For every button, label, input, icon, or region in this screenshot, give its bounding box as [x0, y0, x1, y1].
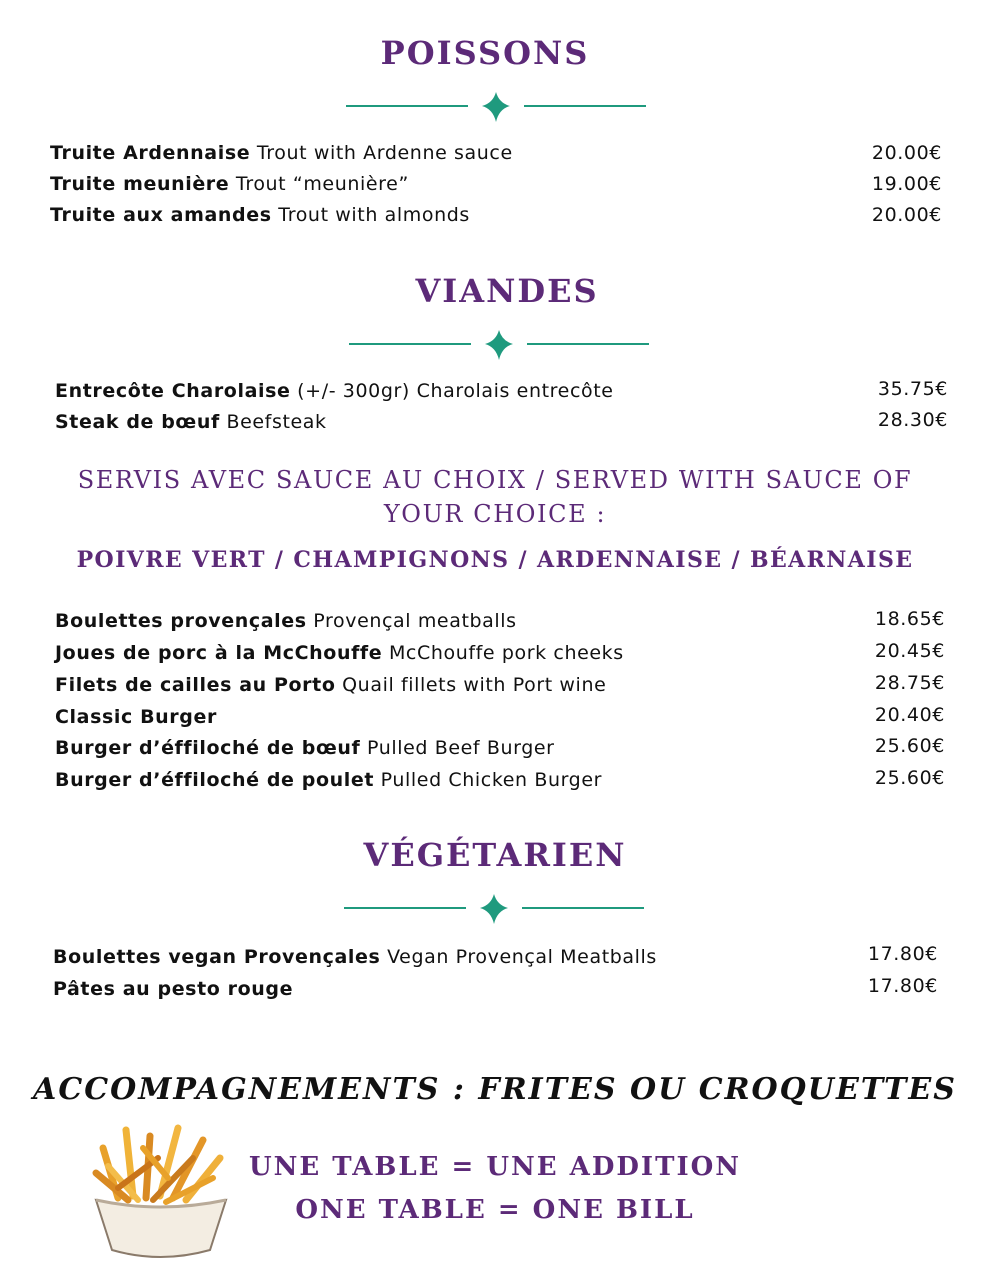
fries-bowl-icon — [88, 1118, 233, 1263]
menu-price: 19.00€ — [871, 173, 942, 195]
section-title-viandes: VIANDES — [415, 272, 599, 310]
sauce-note: SERVIS AVEC SAUCE AU CHOIX / SERVED WITH SAUCE OF YOUR CHOICE : — [77, 466, 913, 528]
menu-price: 28.30€ — [877, 409, 948, 431]
divider-star-icon — [349, 330, 649, 360]
menu-item: Boulettes provençales Provençal meatballs — [55, 610, 517, 632]
menu-item: Filets de cailles au Porto Quail fillets with Port wine — [55, 674, 607, 696]
menu-price: 28.75€ — [874, 672, 945, 694]
menu-price: 35.75€ — [877, 378, 948, 400]
menu-price: 20.45€ — [874, 640, 945, 662]
menu-price: 25.60€ — [874, 735, 945, 757]
menu-item: Burger d’éffiloché de poulet Pulled Chicken Burger — [55, 769, 603, 791]
menu-item: Boulettes vegan Provençales Vegan Provençal Meatballs — [53, 946, 657, 968]
menu-price: 17.80€ — [867, 975, 938, 997]
menu-item: Joues de porc à la McChouffe McChouffe pork cheeks — [55, 642, 624, 664]
menu-item: Steak de bœuf Beefsteak — [55, 411, 327, 433]
divider-star-icon — [346, 92, 646, 122]
bill-note-fr: UNE TABLE = UNE ADDITION — [248, 1152, 742, 1182]
menu-item: Truite Ardennaise Trout with Ardenne sauce — [50, 142, 513, 164]
menu-price: 20.40€ — [874, 704, 945, 726]
divider-star-icon — [344, 894, 644, 924]
menu-price: 20.00€ — [871, 142, 942, 164]
menu-price: 25.60€ — [874, 767, 945, 789]
menu-price: 18.65€ — [874, 608, 945, 630]
section-title-vegetarien: VÉGÉTARIEN — [363, 836, 627, 874]
menu-price: 17.80€ — [867, 943, 938, 965]
menu-item: Entrecôte Charolaise (+/- 300gr) Charolais entrecôte — [55, 380, 614, 402]
menu-item: Truite aux amandes Trout with almonds — [50, 204, 470, 226]
menu-item: Truite meunière Trout “meunière” — [50, 173, 409, 195]
menu-item: Burger d’éffiloché de bœuf Pulled Beef Burger — [55, 737, 555, 759]
menu-item: Pâtes au pesto rouge — [53, 978, 294, 1000]
sauce-list: POIVRE VERT / CHAMPIGNONS / ARDENNAISE / BÉARNAISE — [76, 547, 914, 573]
menu-item: Classic Burger — [55, 706, 217, 728]
bill-note-en: ONE TABLE = ONE BILL — [295, 1195, 695, 1225]
section-title-poissons: POISSONS — [380, 34, 590, 72]
menu-price: 20.00€ — [871, 204, 942, 226]
sides-banner: ACCOMPAGNEMENTS : FRITES OU CROQUETTES — [33, 1072, 957, 1107]
